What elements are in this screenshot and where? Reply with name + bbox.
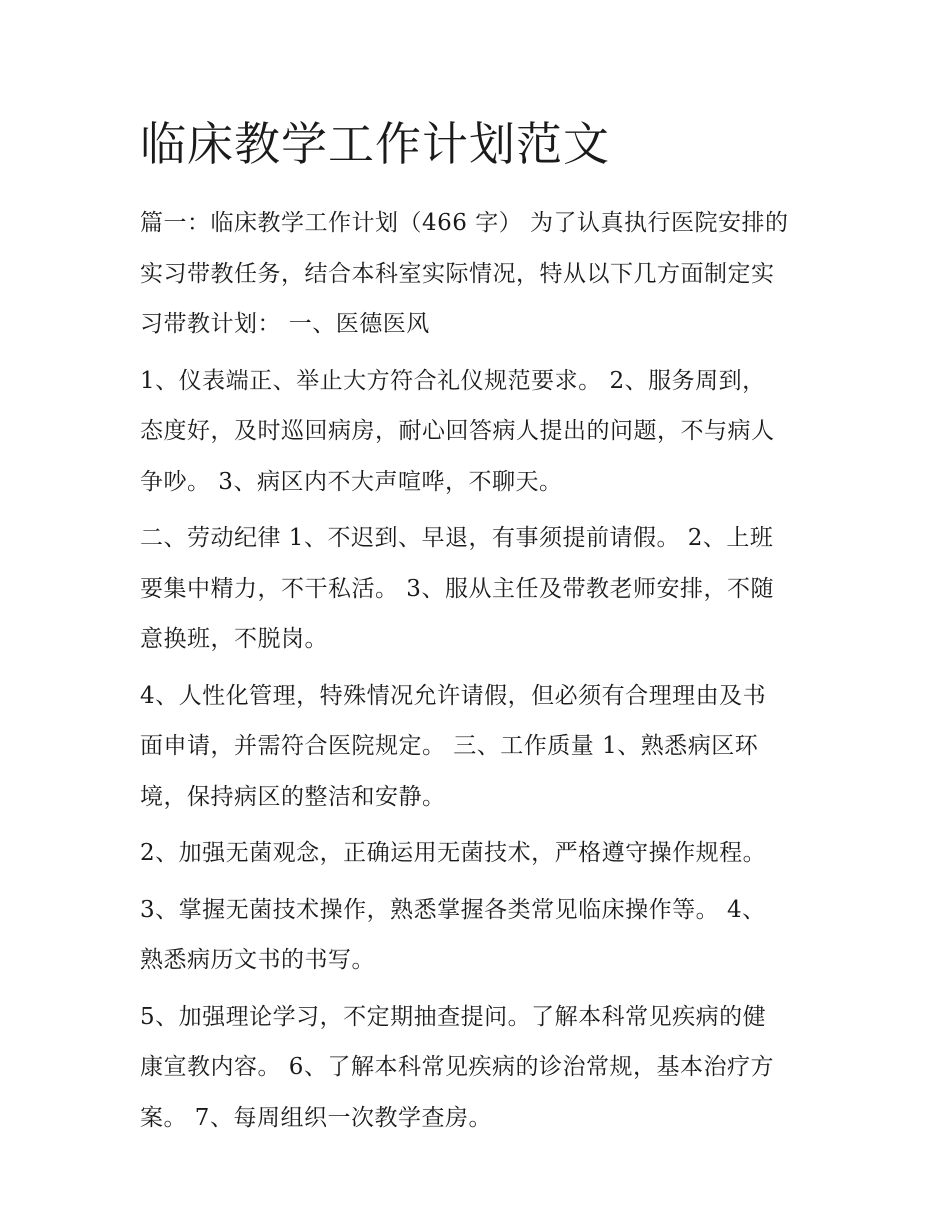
paragraph-line: 1、仪表端正、举止大方符合礼仪规范要求。 2、服务周到， [140,367,766,394]
paragraph-line: 案。 7、每周组织一次教学查房。 [140,1104,492,1131]
paragraph-line: 2、加强无菌观念，正确运用无菌技术，严格遵守操作规程。 [140,840,767,866]
paragraph-1 [140,198,820,350]
paragraph-line: 篇一：临床教学工作计划（466 字） 为了认真执行医院安排的 [140,210,789,236]
paragraph-line: 康宣教内容。 6、了解本科常见疾病的诊治常规，基本治疗方 [140,1054,774,1080]
paragraph-line: 习带教计划： 一、医德医风 [140,311,430,337]
paragraph-line: 3、掌握无菌技术操作，熟悉掌握各类常见临床操作等。 4、 [140,896,766,923]
paragraph-line: 5、加强理论学习，不定期抽查提问。了解本科常见疾病的健 [140,1003,767,1030]
document-title: 临床教学工作计划范文 [140,117,610,171]
paragraph-line: 二、劳动纪律 1、不迟到、早退，有事须提前请假。 2、上班 [140,525,774,551]
paragraph-6 [140,885,820,986]
paragraph-line: 境，保持病区的整洁和安静。 [140,783,446,810]
paragraph-2 [140,356,820,508]
paragraph-line: 要集中精力，不干私活。 3、服从主任及带教老师安排，不随 [140,575,774,602]
paragraph-line: 4、人性化管理，特殊情况允许请假，但必须有合理理由及书 [140,682,767,709]
paragraph-line: 意换班，不脱岗。 [140,626,328,652]
paragraph-line: 面申请，并需符合医院规定。 三、工作质量 1、熟悉病区环 [140,733,759,759]
paragraph-3 [140,513,820,665]
paragraph-4 [140,671,820,823]
paragraph-line: 熟悉病历文书的书写。 [140,947,375,973]
paragraph-line: 争吵。 3、病区内不大声喧哗，不聊天。 [140,468,563,495]
paragraph-line: 实习带教任务，结合本科室实际情况，特从以下几方面制定实 [140,260,775,287]
paragraph-5 [140,828,820,879]
paragraph-line: 态度好，及时巡回病房，耐心回答病人提出的问题，不与病人 [140,418,775,444]
document-body [140,198,820,1149]
paragraph-7 [140,992,820,1144]
